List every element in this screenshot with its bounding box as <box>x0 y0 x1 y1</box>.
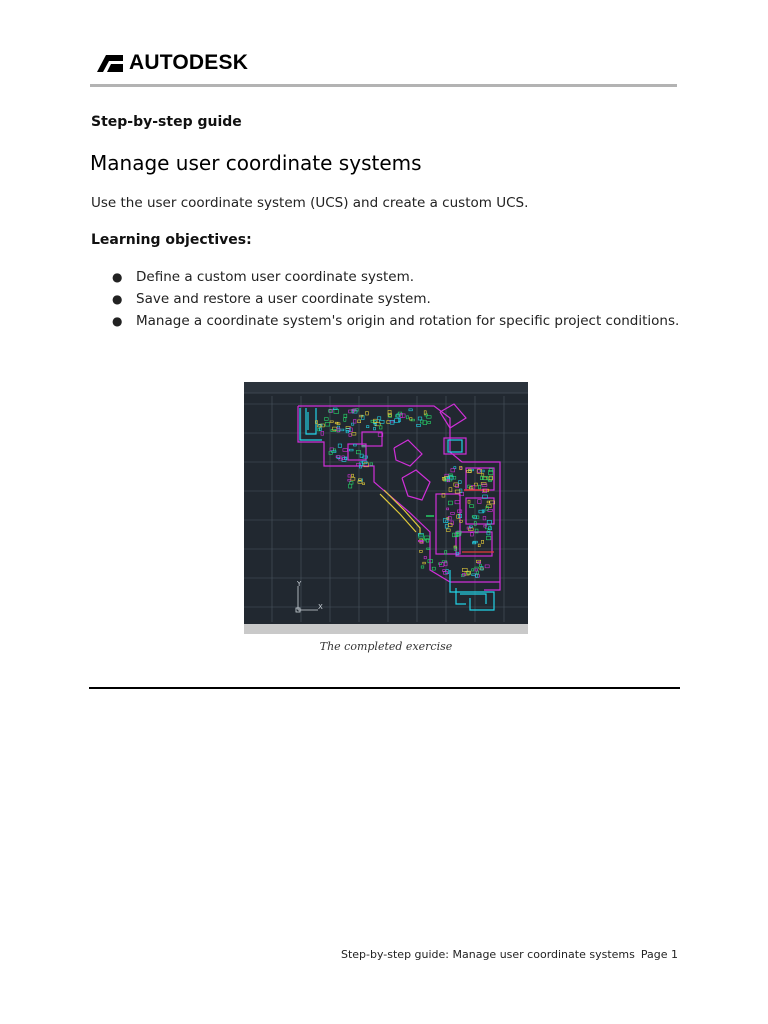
list-item <box>112 288 679 310</box>
page-footer <box>341 948 678 961</box>
list-item <box>112 310 679 332</box>
content-divider <box>89 687 680 689</box>
ucs-y-label: Y <box>297 580 302 588</box>
footer-page-label: Page <box>640 948 668 961</box>
bullet-icon: ● <box>112 270 123 284</box>
objective-text: Define a custom user coordinate system. <box>136 269 415 285</box>
page-title: Manage user coordinate systems <box>90 151 422 175</box>
figure-caption: The completed exercise <box>319 640 453 653</box>
bullet-icon: ● <box>112 292 123 306</box>
bullet-icon: ● <box>112 314 123 328</box>
cad-drawing <box>244 382 528 634</box>
document-type-label: Step-by-step guide <box>91 114 242 130</box>
ucs-x-label: X <box>318 603 323 611</box>
objectives-list <box>112 266 679 332</box>
autodesk-mark-icon <box>97 55 123 72</box>
intro-paragraph: Use the user coordinate system (UCS) and create a custom UCS. <box>91 195 529 211</box>
objective-text: Save and restore a user coordinate system. <box>136 291 431 307</box>
cad-floor-plan-image <box>244 382 528 634</box>
footer-title: Step-by-step guide: Manage user coordinate systems <box>340 948 635 961</box>
cad-status-bar <box>244 624 528 634</box>
header-divider <box>90 84 677 87</box>
objectives-heading: Learning objectives: <box>91 232 252 248</box>
autodesk-logo <box>97 52 248 74</box>
objective-text: Manage a coordinate system's origin and rotation for specific project conditions. <box>136 313 680 329</box>
list-item <box>112 266 679 288</box>
page-number: 1 <box>671 948 678 961</box>
logo-wordmark: AUTODESK <box>129 51 249 74</box>
